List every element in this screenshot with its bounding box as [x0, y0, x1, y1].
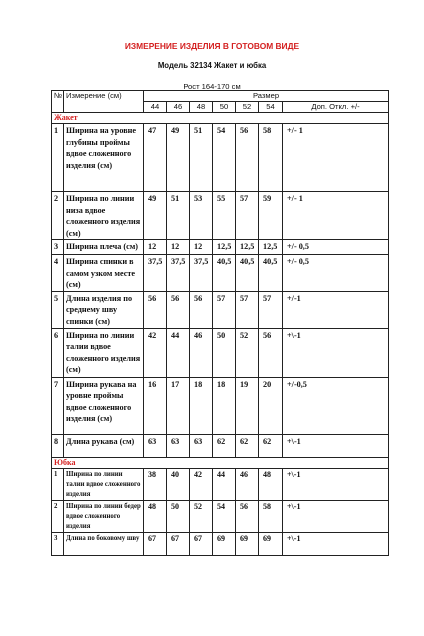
size-value: 37,5	[144, 255, 167, 292]
size-value: 12,5	[213, 240, 236, 255]
section-header	[52, 113, 389, 124]
tolerance-value: +/- 0,5	[283, 255, 389, 292]
size-col-52: 52	[236, 102, 259, 113]
tolerance-header: Доп. Откл. +/-	[283, 102, 389, 113]
size-value: 50	[167, 500, 190, 532]
measurement-label: Ширина по линии бедер вдвое сложенного изделия	[64, 500, 144, 532]
table-row	[52, 255, 389, 292]
size-value: 12	[190, 240, 213, 255]
size-value: 56	[190, 291, 213, 328]
size-value: 18	[213, 377, 236, 434]
size-col-50: 50	[213, 102, 236, 113]
size-value: 63	[190, 434, 213, 457]
size-value: 57	[213, 291, 236, 328]
size-value: 58	[259, 124, 283, 192]
row-number: 1	[52, 468, 64, 500]
size-col-46: 46	[167, 102, 190, 113]
table-row	[52, 434, 389, 457]
size-value: 40,5	[213, 255, 236, 292]
header-measurement: Измерение (см)	[64, 91, 144, 113]
header-num: №	[52, 91, 64, 113]
document-title: ИЗМЕРЕНИЕ ИЗДЕЛИЯ В ГОТОВОМ ВИДЕ	[124, 41, 300, 51]
row-number: 4	[52, 255, 64, 292]
size-value: 57	[259, 291, 283, 328]
size-value: 37,5	[190, 255, 213, 292]
size-value: 18	[190, 377, 213, 434]
table-row	[52, 240, 389, 255]
table-row	[52, 328, 389, 377]
row-number: 2	[52, 500, 64, 532]
size-value: 56	[144, 291, 167, 328]
size-value: 40,5	[236, 255, 259, 292]
size-value: 62	[236, 434, 259, 457]
size-value: 44	[167, 328, 190, 377]
size-value: 52	[236, 328, 259, 377]
size-value: 58	[259, 500, 283, 532]
size-value: 48	[144, 500, 167, 532]
size-value: 40,5	[259, 255, 283, 292]
tolerance-value: +\-1	[283, 328, 389, 377]
size-value: 48	[259, 468, 283, 500]
row-number: 3	[52, 240, 64, 255]
section-title: Жакет	[52, 113, 389, 124]
size-value: 12	[144, 240, 167, 255]
size-value: 62	[259, 434, 283, 457]
size-value: 59	[259, 192, 283, 240]
size-value: 42	[144, 328, 167, 377]
header-size: Размер	[144, 91, 389, 102]
row-number: 2	[52, 192, 64, 240]
tolerance-value: +/- 1	[283, 192, 389, 240]
tolerance-value: +/-0,5	[283, 377, 389, 434]
table-row	[52, 291, 389, 328]
table-row	[52, 124, 389, 192]
size-value: 69	[259, 532, 283, 555]
size-value: 17	[167, 377, 190, 434]
size-value: 54	[213, 124, 236, 192]
measurement-table	[51, 90, 389, 556]
table-row	[52, 500, 389, 532]
size-value: 42	[190, 468, 213, 500]
size-value: 54	[213, 500, 236, 532]
size-value: 69	[213, 532, 236, 555]
size-value: 56	[236, 124, 259, 192]
size-value: 40	[167, 468, 190, 500]
size-value: 46	[190, 328, 213, 377]
size-value: 55	[213, 192, 236, 240]
size-value: 16	[144, 377, 167, 434]
size-value: 67	[167, 532, 190, 555]
size-value: 46	[236, 468, 259, 500]
measurement-label: Ширина по линии талии вдвое сложенного изделия	[64, 468, 144, 500]
size-col-48: 48	[190, 102, 213, 113]
size-value: 37,5	[167, 255, 190, 292]
size-value: 56	[259, 328, 283, 377]
size-value: 67	[144, 532, 167, 555]
size-value: 50	[213, 328, 236, 377]
size-value: 19	[236, 377, 259, 434]
tolerance-value: +/-1	[283, 291, 389, 328]
size-value: 12,5	[259, 240, 283, 255]
size-value: 52	[190, 500, 213, 532]
section-header	[52, 457, 389, 468]
row-number: 3	[52, 532, 64, 555]
size-value: 49	[167, 124, 190, 192]
tolerance-value: +\-1	[283, 500, 389, 532]
size-value: 57	[236, 291, 259, 328]
size-value: 56	[167, 291, 190, 328]
size-value: 53	[190, 192, 213, 240]
table-row	[52, 377, 389, 434]
row-number: 8	[52, 434, 64, 457]
measurement-label: Ширина рукава на уровне проймы вдвое сложенного изделия (см)	[64, 377, 144, 434]
row-number: 1	[52, 124, 64, 192]
tolerance-value: +\-1	[283, 434, 389, 457]
size-value: 63	[167, 434, 190, 457]
model-title: Модель 32134 Жакет и юбка	[157, 61, 267, 70]
size-value: 20	[259, 377, 283, 434]
size-value: 51	[190, 124, 213, 192]
size-value: 38	[144, 468, 167, 500]
measurement-label: Длина рукава (см)	[64, 434, 144, 457]
size-value: 56	[236, 500, 259, 532]
measurement-label: Ширина по линии талии вдвое сложенного изделия (см)	[64, 328, 144, 377]
measurement-label: Ширина по линии низа вдвое сложенного изделия (см)	[64, 192, 144, 240]
row-number: 6	[52, 328, 64, 377]
tolerance-value: +\-1	[283, 468, 389, 500]
row-number: 7	[52, 377, 64, 434]
measurement-label: Длина по боковому шву	[64, 532, 144, 555]
size-col-54: 54	[259, 102, 283, 113]
tolerance-value: +\-1	[283, 532, 389, 555]
size-value: 49	[144, 192, 167, 240]
size-value: 63	[144, 434, 167, 457]
tolerance-value: +/- 1	[283, 124, 389, 192]
measurement-label: Ширина спинки в самом узком месте (см)	[64, 255, 144, 292]
size-value: 44	[213, 468, 236, 500]
measurement-label: Длина изделия по среднему шву спинки (см)	[64, 291, 144, 328]
tolerance-value: +/- 0,5	[283, 240, 389, 255]
table-row	[52, 532, 389, 555]
row-number: 5	[52, 291, 64, 328]
size-value: 62	[213, 434, 236, 457]
size-value: 69	[236, 532, 259, 555]
table-row	[52, 192, 389, 240]
size-value: 51	[167, 192, 190, 240]
measurement-label: Ширина на уровне глубины проймы вдвое сложенного изделия (см)	[64, 124, 144, 192]
measurement-label: Ширина плеча (см)	[64, 240, 144, 255]
size-value: 12,5	[236, 240, 259, 255]
size-value: 57	[236, 192, 259, 240]
size-col-44: 44	[144, 102, 167, 113]
size-value: 12	[167, 240, 190, 255]
size-value: 47	[144, 124, 167, 192]
size-value: 67	[190, 532, 213, 555]
header-row-1	[52, 91, 389, 102]
height-range: Рост 164-170 см	[183, 82, 241, 91]
section-title: Юбка	[52, 457, 389, 468]
table-row	[52, 468, 389, 500]
